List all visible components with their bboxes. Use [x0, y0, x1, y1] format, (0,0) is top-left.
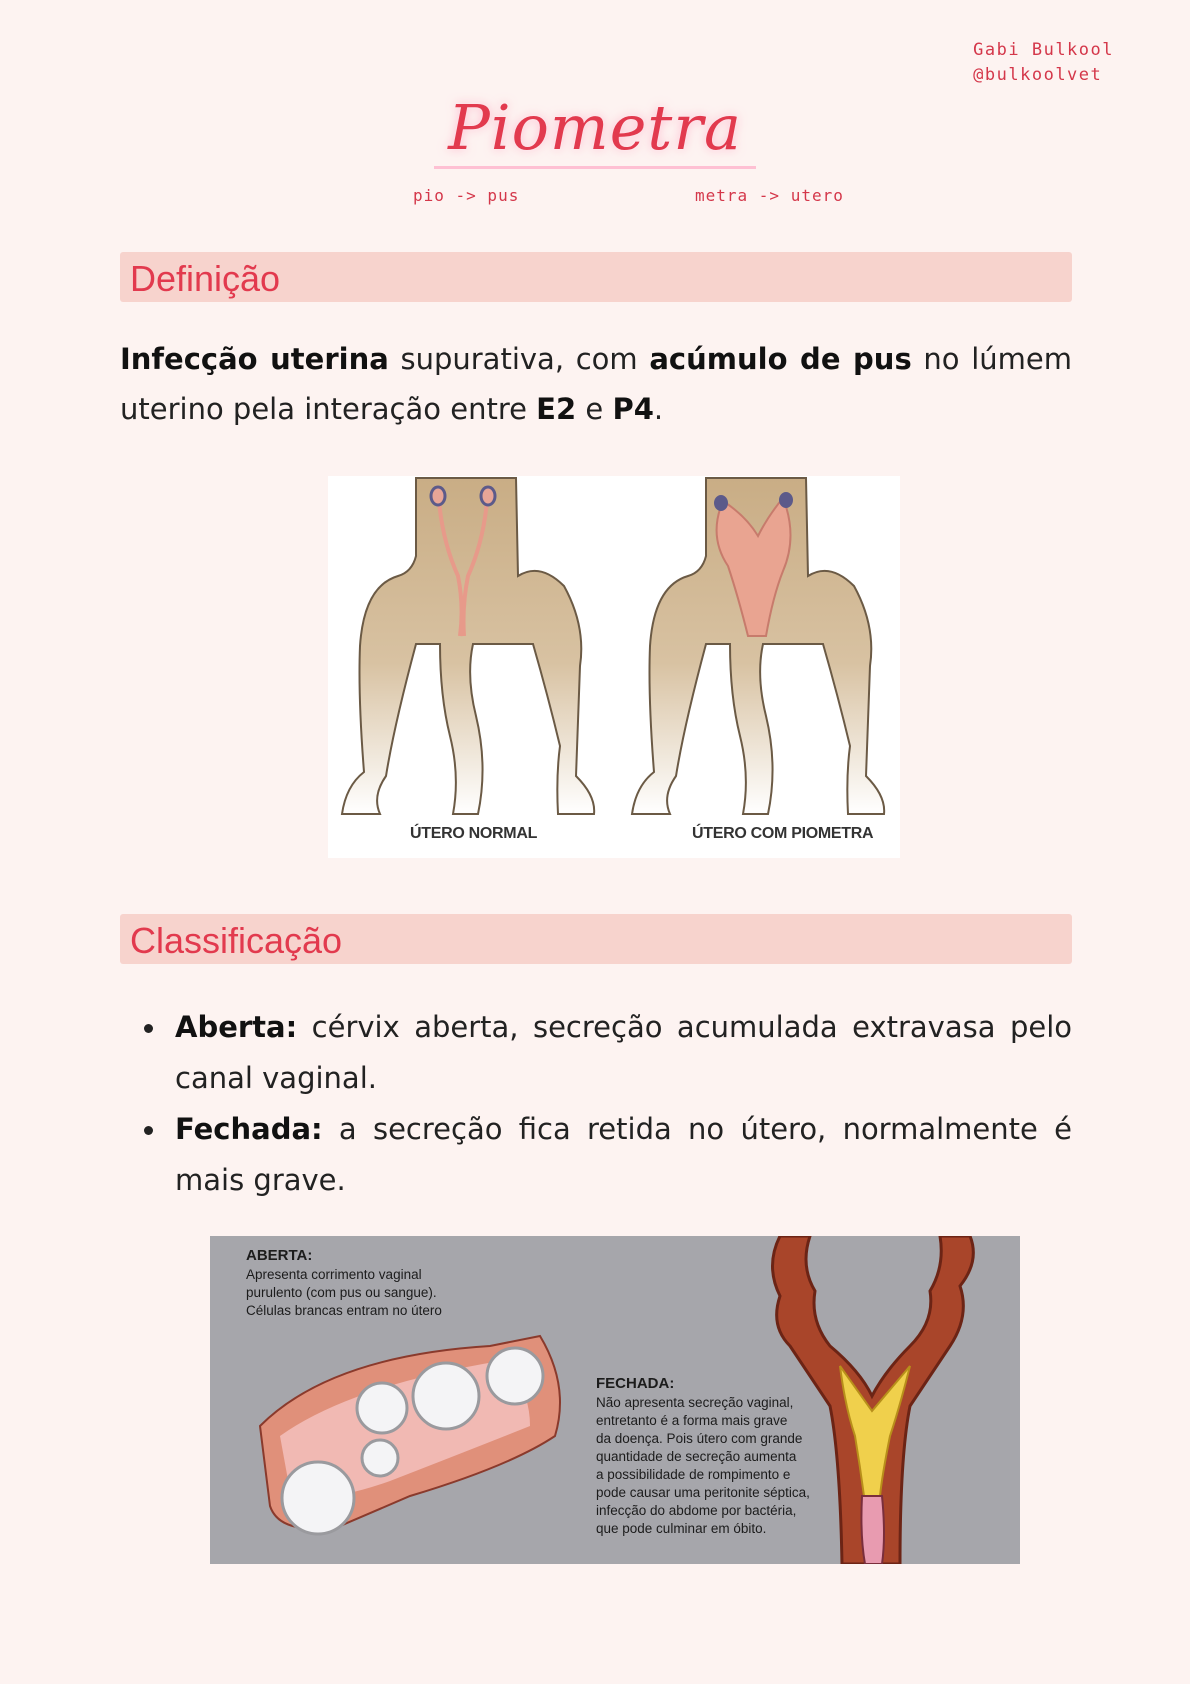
section-heading-definition-text: Definição [130, 258, 281, 299]
closed-caption-line: a possibilidade de rompimento e [596, 1467, 791, 1482]
definition-text-3: e [576, 392, 613, 426]
term-e2: E2 [536, 392, 577, 426]
closed-caption-line: infecção do abdome por bactéria, [596, 1503, 797, 1518]
open-uterus-illustration [260, 1336, 560, 1534]
term-open: Aberta: [175, 1010, 298, 1044]
closed-description: a secreção fica retida no útero, normalmente é mais grave. [175, 1112, 1072, 1197]
list-item-open [140, 1002, 1072, 1104]
open-caption-line: purulento (com pus ou sangue). [246, 1285, 437, 1300]
etymology-metra: metra -> utero [695, 186, 844, 205]
label-uterus-normal: ÚTERO NORMAL [410, 825, 538, 842]
label-uterus-pyometra: ÚTERO COM PIOMETRA [692, 825, 874, 842]
closed-caption-line: Não apresenta secreção vaginal, [596, 1395, 794, 1410]
open-description: cérvix aberta, secreção acumulada extravasa pelo canal vaginal. [175, 1010, 1072, 1095]
section-heading-classification [120, 914, 1072, 964]
page-title: Piometra [434, 90, 756, 169]
dog-pyometra [632, 478, 884, 814]
etymology-pio: pio -> pus [413, 186, 520, 205]
closed-caption-line: que pode culminar em óbito. [596, 1521, 767, 1536]
author-block [973, 38, 1114, 88]
closed-caption-heading: FECHADA: [596, 1375, 675, 1392]
term-pus-accumulation: acúmulo de pus [649, 342, 912, 376]
title-wrap [0, 90, 1190, 169]
definition-paragraph [120, 334, 1072, 434]
author-name: Gabi Bulkool [973, 40, 1114, 60]
term-closed: Fechada: [175, 1112, 323, 1146]
closed-caption-line: pode causar uma peritonite séptica, [596, 1485, 810, 1500]
open-caption-line: Apresenta corrimento vaginal [246, 1267, 422, 1282]
term-p4: P4 [612, 392, 654, 426]
open-caption [246, 1246, 442, 1320]
definition-text-1: supurativa, com [388, 342, 650, 376]
dog-normal [342, 478, 594, 814]
definition-text-2: no lúmem uterino pela interação entre [120, 342, 1072, 426]
dog-illustration [328, 476, 900, 858]
open-caption-heading: ABERTA: [246, 1247, 313, 1264]
term-uterine-infection: Infecção uterina [120, 342, 389, 376]
closed-caption-line: entretanto é a forma mais grave [596, 1413, 788, 1428]
definition-text-4: . [653, 392, 664, 426]
closed-caption-line: quantidade de secreção aumenta [596, 1449, 797, 1464]
open-caption-line: Células brancas entram no útero [246, 1303, 442, 1318]
list-item-closed [140, 1104, 1072, 1206]
author-handle: @bulkoolvet [973, 65, 1103, 85]
open-closed-figure [210, 1236, 1020, 1564]
closed-caption-line: da doença. Pois útero com grande [596, 1431, 803, 1446]
closed-caption [596, 1374, 810, 1538]
section-heading-definition [120, 252, 1072, 302]
section-heading-classification-text: Classificação [130, 920, 343, 961]
uterus-comparison-figure [328, 476, 900, 858]
classification-list [140, 1002, 1072, 1206]
